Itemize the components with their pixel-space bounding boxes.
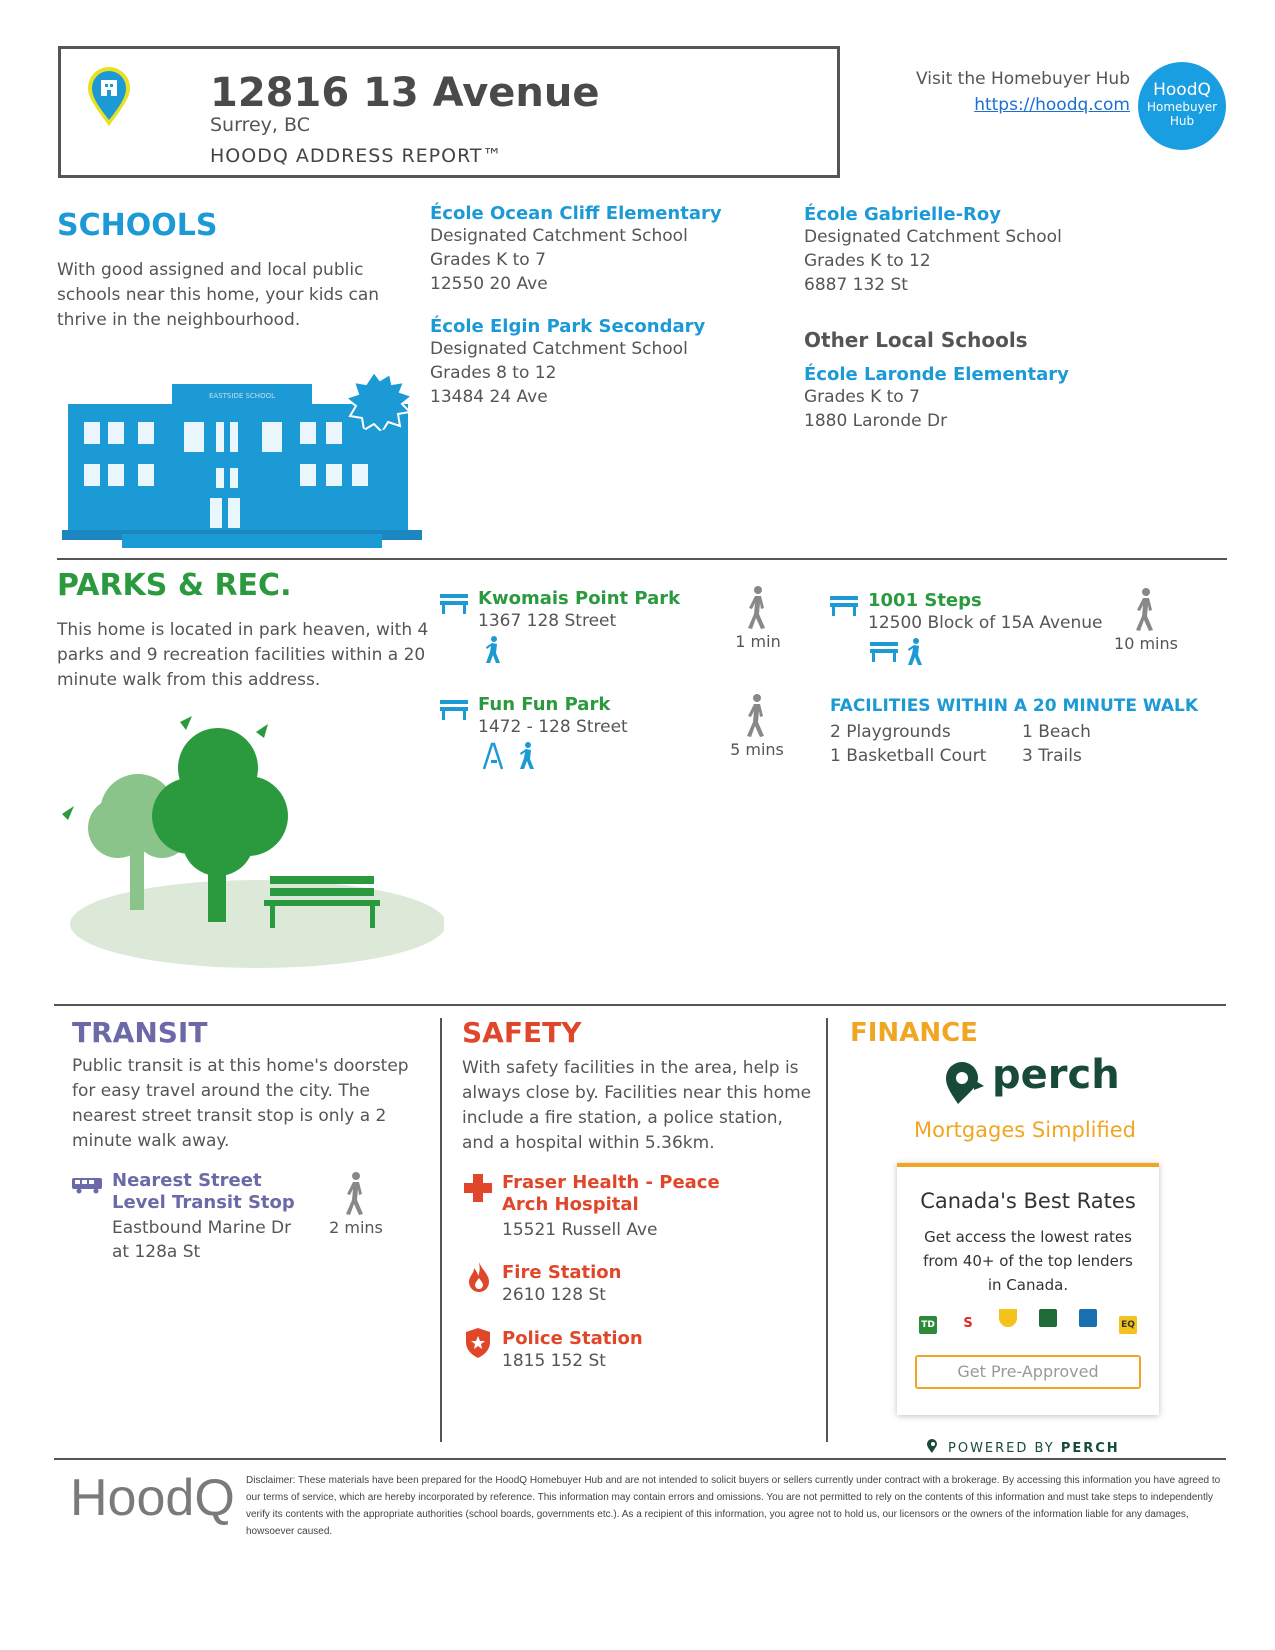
park-name[interactable]: Kwomais Point Park	[478, 588, 681, 609]
park-item-2[interactable]	[478, 694, 738, 739]
facility-item: 2 Playgrounds	[830, 722, 951, 742]
hiking-icon	[484, 636, 502, 664]
facility-item: 1 Basketball Court	[830, 746, 987, 766]
parks-title: PARKS & REC.	[57, 568, 292, 603]
swing-icon	[482, 742, 504, 770]
walk-time-label: 1 min	[735, 632, 781, 651]
school-type: Designated Catchment School	[430, 226, 688, 246]
homebuyer-hub-text	[880, 66, 1130, 118]
card-text: Get access the lowest rates from 40+ of the top lenders in Canada.	[923, 1228, 1133, 1294]
facility-item: 3 Trails	[1022, 746, 1082, 766]
hiking-icon	[518, 742, 536, 770]
park-name[interactable]: 1001 Steps	[868, 590, 982, 611]
park-item-1[interactable]	[478, 588, 738, 633]
transit-stop-address: Eastbound Marine Dr at 128a St	[112, 1218, 292, 1262]
powered-by-perch	[926, 1438, 1120, 1456]
school-address: 13484 24 Ave	[430, 387, 548, 407]
finance-title: FINANCE	[850, 1018, 978, 1048]
location-pin-icon	[86, 66, 132, 128]
school-type: Designated Catchment School	[804, 227, 1062, 247]
bench-icon	[830, 596, 858, 616]
hoodq-hub-badge[interactable]	[1138, 62, 1226, 150]
perch-brand: perch	[992, 1052, 1120, 1098]
park-item-3[interactable]	[868, 590, 1118, 635]
school-name[interactable]: École Laronde Elementary	[804, 364, 1069, 385]
safety-item-police[interactable]	[502, 1328, 762, 1373]
bus-icon	[72, 1176, 104, 1194]
school-item-1[interactable]	[430, 203, 760, 296]
bench-icon	[870, 642, 898, 662]
hub-badge-line3: Hub	[1169, 114, 1195, 128]
safety-address: 2610 128 St	[502, 1285, 606, 1305]
safety-title: SAFETY	[462, 1016, 582, 1049]
transit-stop-title[interactable]: Nearest Street Level Transit Stop	[112, 1170, 295, 1213]
school-grades: Grades K to 7	[804, 387, 920, 407]
school-name[interactable]: École Gabrielle-Roy	[804, 204, 1002, 225]
card-title: Canada's Best Rates	[920, 1189, 1136, 1213]
walk-time-label: 5 mins	[730, 740, 784, 759]
hospital-cross-icon	[464, 1174, 492, 1202]
facility-item: 1 Beach	[1022, 722, 1091, 742]
perch-logo-icon	[944, 1060, 984, 1106]
school-address: 1880 Laronde Dr	[804, 411, 948, 431]
hoodq-logo: HoodQ	[70, 1469, 235, 1527]
safety-name[interactable]: Fraser Health - Peace Arch Hospital	[502, 1172, 720, 1215]
walking-person-icon	[1134, 588, 1158, 632]
hub-badge-line2: Homebuyer	[1146, 100, 1218, 114]
school-type: Designated Catchment School	[430, 339, 688, 359]
walking-person-icon	[746, 586, 770, 630]
perch-card	[897, 1163, 1159, 1415]
walk-time	[728, 586, 788, 651]
address-city: Surrey, BC	[210, 114, 310, 136]
green-lender-logo-icon	[1039, 1309, 1057, 1327]
school-grades: Grades K to 12	[804, 251, 931, 271]
walk-time-label: 2 mins	[329, 1218, 383, 1237]
safety-item-hospital[interactable]	[502, 1172, 762, 1242]
walk-time-label: 10 mins	[1114, 634, 1178, 653]
school-grades: Grades 8 to 12	[430, 363, 557, 383]
other-schools-heading: Other Local Schools	[804, 328, 1028, 352]
walk-time	[326, 1172, 386, 1237]
facilities-heading: FACILITIES WITHIN A 20 MINUTE WALK	[830, 696, 1199, 716]
powered-brand: PERCH	[1060, 1441, 1120, 1456]
schools-description: With good assigned and local public schools near this home, your kids can thrive in the neighbourhood.	[57, 260, 380, 330]
perch-tagline: Mortgages Simplified	[914, 1118, 1136, 1142]
police-shield-icon	[466, 1328, 490, 1358]
disclaimer: Disclaimer: These materials have been prepared for the HoodQ Homebuyer Hub and are not intended to solicit buyers or sellers currently under contract with a brokerage. By accessing this information you have agreed to our terms of service, which are hereby incorporated by reference. This information may contain errors and omissions. You are not permitted to rely on the contents of this information and must take steps to independently verify its contents with the appropriate authorities (school boards, governments etc.). As a recipient of this information, you agree not to hold us, our licensors or the owners of the information liable for any damages, howsoever caused.	[246, 1475, 1221, 1537]
address-title: 12816 13 Avenue	[210, 70, 600, 116]
park-address: 1367 128 Street	[478, 611, 617, 631]
transit-title: TRANSIT	[72, 1016, 208, 1049]
safety-description: With safety facilities in the area, help is always close by. Facilities near this home include a fire station, a police station, and a hospital within 5.36km.	[462, 1058, 812, 1153]
divider	[54, 1458, 1226, 1460]
transit-stop-item[interactable]	[112, 1170, 312, 1264]
school-sign: EASTSIDE SCHOOL	[209, 392, 275, 400]
walk-time	[722, 694, 792, 759]
fire-icon	[468, 1262, 490, 1292]
hub-visit-label: Visit the Homebuyer Hub	[916, 69, 1130, 89]
eq-bank-logo-icon: EQ	[1119, 1316, 1137, 1334]
safety-item-fire[interactable]	[502, 1262, 762, 1307]
shield-logo-icon	[999, 1309, 1017, 1327]
school-name[interactable]: École Elgin Park Secondary	[430, 316, 706, 337]
other-school-item[interactable]	[804, 364, 1134, 433]
divider	[57, 558, 1227, 560]
park-address: 1472 - 128 Street	[478, 717, 628, 737]
column-divider	[826, 1018, 828, 1442]
bench-icon	[440, 594, 468, 614]
school-address: 12550 20 Ave	[430, 274, 548, 294]
park-trees-icon	[58, 716, 444, 972]
walking-person-icon	[745, 694, 769, 738]
safety-address: 15521 Russell Ave	[502, 1220, 658, 1240]
school-address: 6887 132 St	[804, 275, 908, 295]
scotiabank-logo-icon: S	[959, 1315, 977, 1333]
hiking-icon	[906, 638, 924, 666]
blue-lender-logo-icon	[1079, 1309, 1097, 1327]
report-label: HOODQ ADDRESS REPORT™	[210, 145, 503, 167]
perch-small-icon	[926, 1438, 940, 1454]
hub-badge-line1: HoodQ	[1153, 80, 1211, 100]
school-building-icon	[62, 370, 434, 552]
powered-label: POWERED BY	[948, 1441, 1055, 1456]
column-divider	[440, 1018, 442, 1442]
park-address: 12500 Block of 15A Avenue	[868, 613, 1103, 633]
transit-description: Public transit is at this home's doorstep for easy travel around the city. The nearest street transit stop is only a 2 minute walk away.	[72, 1056, 409, 1151]
school-item-3[interactable]	[804, 204, 1134, 297]
bench-icon	[440, 700, 468, 720]
schools-title: SCHOOLS	[57, 208, 218, 243]
school-name[interactable]: École Ocean Cliff Elementary	[430, 203, 722, 224]
walk-time	[1108, 588, 1184, 653]
lender-logos	[897, 1309, 1159, 1334]
safety-name[interactable]: Fire Station	[502, 1262, 622, 1283]
school-item-2[interactable]	[430, 316, 760, 409]
safety-address: 1815 152 St	[502, 1351, 606, 1371]
get-pre-approved-button[interactable]: Get Pre-Approved	[915, 1355, 1141, 1389]
safety-name[interactable]: Police Station	[502, 1328, 643, 1349]
hub-link[interactable]: https://hoodq.com	[974, 95, 1130, 115]
divider	[54, 1004, 1226, 1006]
school-grades: Grades K to 7	[430, 250, 546, 270]
park-name[interactable]: Fun Fun Park	[478, 694, 611, 715]
walking-person-icon	[344, 1172, 368, 1216]
td-logo-icon: TD	[919, 1316, 937, 1334]
parks-description: This home is located in park heaven, with 4 parks and 9 recreation facilities within a 20 minute walk from this address.	[57, 620, 429, 690]
